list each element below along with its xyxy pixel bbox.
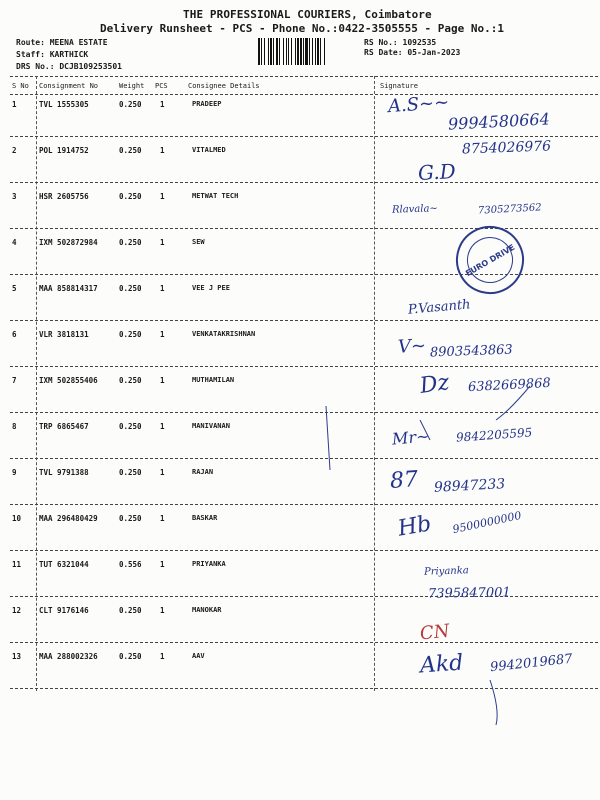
signature-scribble: Mr~ — [391, 426, 431, 449]
row-weight: 0.250 — [119, 376, 142, 385]
row-weight: 0.250 — [119, 606, 142, 615]
header-bottom-rule — [10, 94, 598, 95]
column-divider — [36, 76, 37, 691]
signature-scribble: V~ — [397, 335, 427, 358]
row-pcs: 1 — [160, 422, 165, 431]
row-pcs: 1 — [160, 514, 165, 523]
staff-label: Staff: KARTHICK — [16, 50, 89, 59]
row-consignee: AAV — [192, 652, 205, 660]
row-pcs: 1 — [160, 606, 165, 615]
row-consignee: VEE J PEE — [192, 284, 230, 292]
handwritten-phone: 8903543863 — [429, 342, 513, 361]
row-sno: 2 — [12, 146, 17, 155]
row-sno: 7 — [12, 376, 17, 385]
row-pcs: 1 — [160, 652, 165, 661]
column-header-sno: S No — [12, 82, 29, 90]
rs-number: RS No.: 1092535 — [364, 38, 437, 47]
column-header-consignment: Consignment No — [39, 82, 99, 90]
column-header-consignee: Consignee Details — [188, 82, 260, 90]
row-consignee: METWAT TECH — [192, 192, 239, 200]
handwritten-phone: 9500000000 — [451, 508, 523, 537]
row-pcs: 1 — [160, 284, 165, 293]
row-consignment-no: TVL 1555305 — [39, 100, 89, 109]
row-consignment-no: IXM 502855406 — [39, 376, 98, 385]
row-weight: 0.250 — [119, 468, 142, 477]
row-sno: 12 — [12, 606, 22, 615]
row-consignment-no: MAA 858814317 — [39, 284, 98, 293]
row-consignee: PRADEEP — [192, 100, 222, 108]
row-sno: 9 — [12, 468, 17, 477]
column-header-weight: Weight — [119, 82, 145, 90]
runsheet-subtitle: Delivery Runsheet - PCS - Phone No.:0422-3505555 - Page No.:1 — [100, 22, 504, 35]
row-separator — [10, 228, 598, 229]
row-consignment-no: MAA 296480429 — [39, 514, 98, 523]
document-title: THE PROFESSIONAL COURIERS, Coimbatore — [183, 8, 432, 21]
row-sno: 6 — [12, 330, 17, 339]
row-sno: 8 — [12, 422, 17, 431]
row-pcs: 1 — [160, 192, 165, 201]
handwritten-phone: 8754026976 — [461, 138, 552, 158]
drs-number: DRS No.: DCJB109253501 — [16, 62, 122, 71]
row-pcs: 1 — [160, 100, 165, 109]
row-consignment-no: TRP 6865467 — [39, 422, 89, 431]
row-pcs: 1 — [160, 238, 165, 247]
handwritten-phone: 7395847001 — [427, 585, 511, 602]
row-sno: 13 — [12, 652, 22, 661]
row-consignment-no: IXM 502872984 — [39, 238, 98, 247]
handwritten-initials: G.D — [417, 159, 457, 185]
row-sno: 5 — [12, 284, 17, 293]
signature-scribble: Rlavala~ — [391, 203, 439, 216]
handwritten-name: Priyanka — [423, 565, 469, 578]
row-consignee: PRIYANKA — [192, 560, 226, 568]
row-consignment-no: MAA 288002326 — [39, 652, 98, 661]
row-sno: 4 — [12, 238, 17, 247]
header-top-rule — [10, 76, 598, 77]
route-label: Route: MEENA ESTATE — [16, 38, 108, 47]
row-pcs: 1 — [160, 560, 165, 569]
row-consignment-no: VLR 3818131 — [39, 330, 89, 339]
row-pcs: 1 — [160, 468, 165, 477]
signature-scribble: 87 — [389, 467, 419, 494]
row-consignee: VENKATAKRISHNAN — [192, 330, 256, 338]
row-consignment-no: TVL 9791388 — [39, 468, 89, 477]
row-consignee: MANOKAR — [192, 606, 222, 614]
row-sno: 10 — [12, 514, 22, 523]
row-sno: 3 — [12, 192, 17, 201]
barcode-bar — [325, 38, 326, 65]
row-consignment-no: POL 1914752 — [39, 146, 89, 155]
row-consignee: MUTHAMILAN — [192, 376, 235, 384]
column-header-pcs: PCS — [155, 82, 168, 90]
row-weight: 0.250 — [119, 422, 142, 431]
handwritten-name: P.Vasanth — [407, 297, 472, 318]
row-sno: 11 — [12, 560, 22, 569]
row-weight: 0.250 — [119, 192, 142, 201]
row-consignee: VITALMED — [192, 146, 226, 154]
row-consignee: RAJAN — [192, 468, 214, 476]
handwritten-phone: 98947233 — [433, 476, 506, 496]
row-consignee: MANIVANAN — [192, 422, 230, 430]
pen-strokes — [300, 380, 600, 730]
barcode — [258, 38, 362, 65]
row-separator — [10, 182, 598, 183]
handwritten-phone: 9994580664 — [447, 109, 551, 134]
row-weight: 0.250 — [119, 514, 142, 523]
row-weight: 0.250 — [119, 100, 142, 109]
row-weight: 0.250 — [119, 146, 142, 155]
row-weight: 0.250 — [119, 238, 142, 247]
row-separator — [10, 136, 598, 137]
row-separator — [10, 320, 598, 321]
row-consignee: SEW — [192, 238, 205, 246]
signature-scribble: Akd — [419, 650, 465, 679]
row-pcs: 1 — [160, 330, 165, 339]
row-pcs: 1 — [160, 146, 165, 155]
handwritten-phone: 7305273562 — [477, 202, 542, 217]
row-separator — [10, 366, 598, 367]
row-weight: 0.250 — [119, 652, 142, 661]
row-consignee: BASKAR — [192, 514, 218, 522]
row-pcs: 1 — [160, 376, 165, 385]
row-weight: 0.250 — [119, 284, 142, 293]
row-sno: 1 — [12, 100, 17, 109]
stamp-text: EURO DRIVE — [463, 242, 517, 278]
handwritten-phone: 9842205595 — [455, 425, 533, 445]
signature-scribble: A.S~~ — [387, 91, 450, 118]
column-header-signature: Signature — [380, 82, 418, 90]
signature-scribble: Hb — [396, 511, 434, 542]
handwritten-phone: 6382669868 — [467, 375, 552, 396]
signature-scribble: Dz — [418, 370, 451, 399]
row-weight: 0.250 — [119, 330, 142, 339]
row-weight: 0.556 — [119, 560, 142, 569]
row-consignment-no: CLT 9176146 — [39, 606, 89, 615]
stamp-inner-ring — [459, 229, 522, 292]
handwritten-phone: 9942019687 — [489, 651, 574, 676]
rs-date: RS Date: 05-Jan-2023 — [364, 48, 461, 57]
handwritten-mark: CN — [418, 620, 451, 645]
row-consignment-no: TUT 6321044 — [39, 560, 89, 569]
row-consignment-no: HSR 2605756 — [39, 192, 89, 201]
